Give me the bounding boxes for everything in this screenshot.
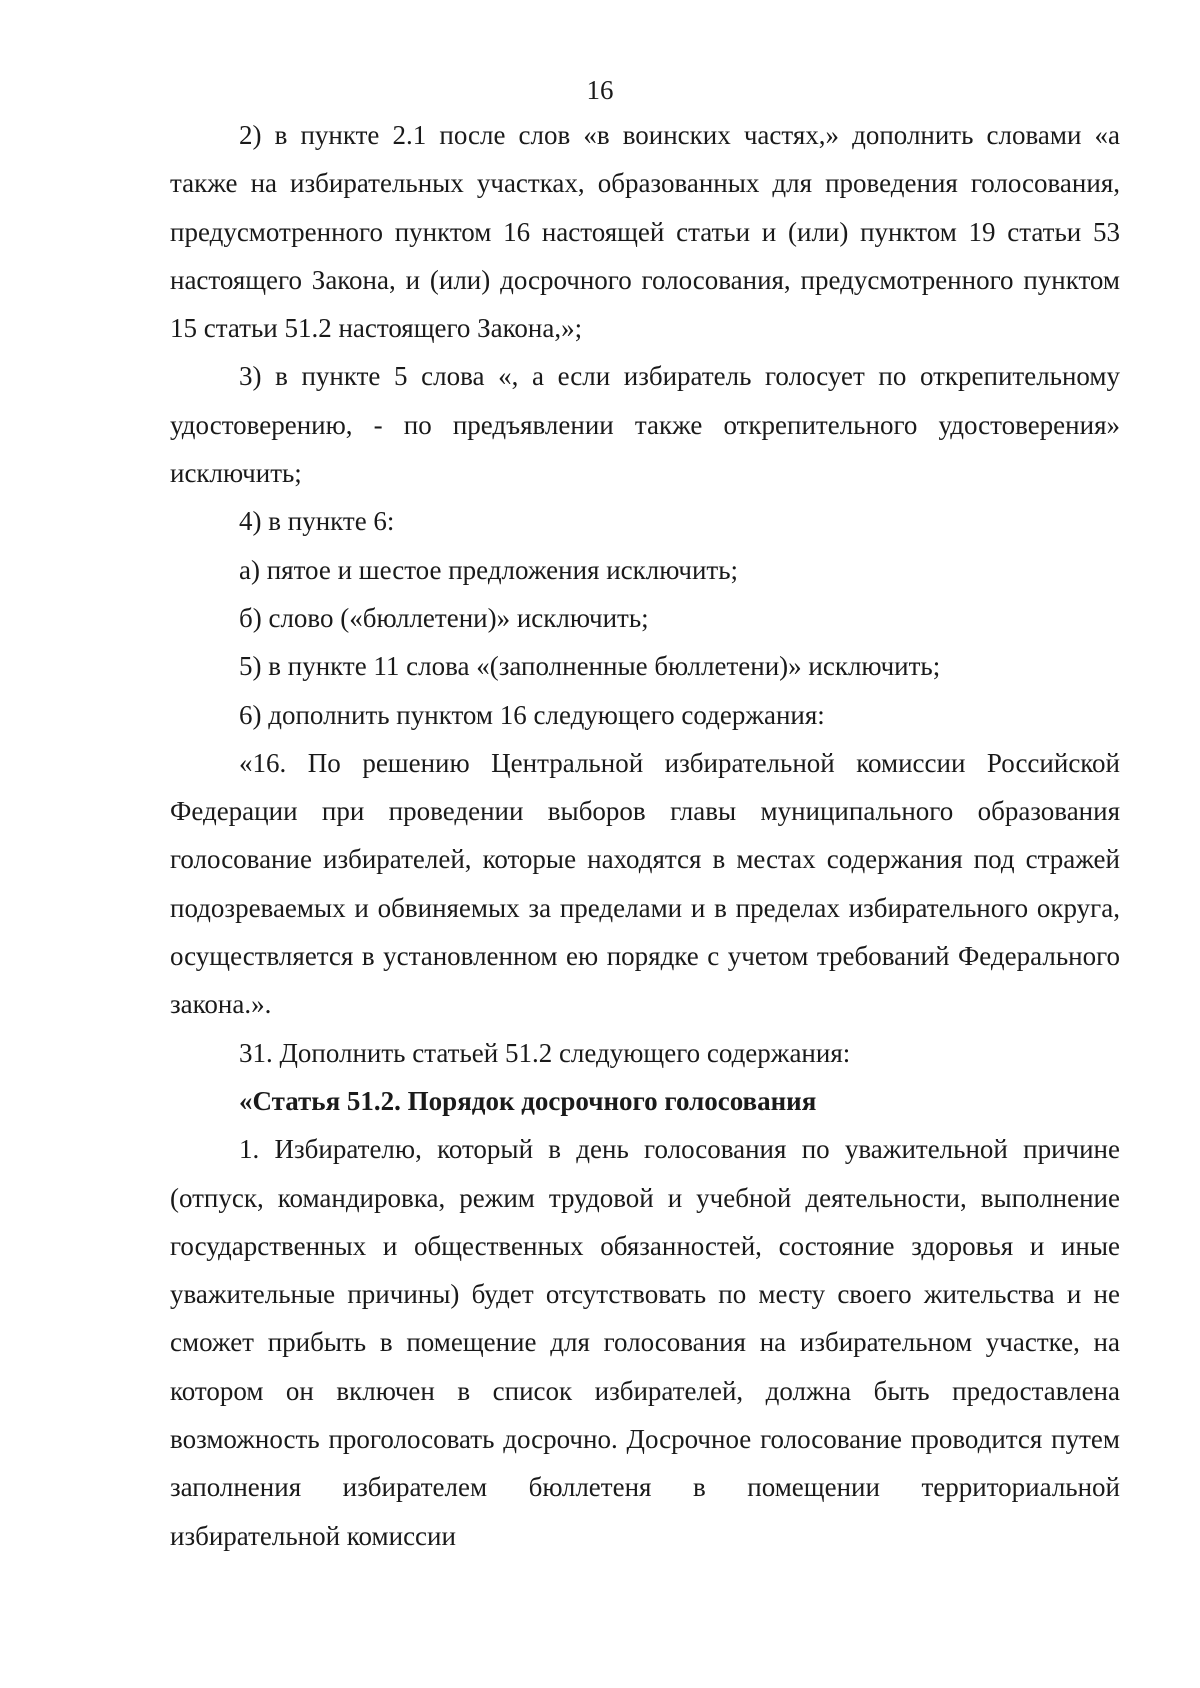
article-paragraph-1: 1. Избирателю, который в день голосования по уважительной причине (отпуск, командировка, режим трудовой и учебной деятельности, выполнение государственных и общественных обязанностей, состояние здоровья и иные уважительные причины) будет отсутствовать по месту своего жительства и не сможет прибыть в помещение для голосования на избирательном участке, на котором он включен в список избирателей, должна быть предоставлена возможность проголосовать досрочно. Досрочное голосование проводится путем заполнения избирателем бюллетеня в помещении территориальной избирательной комиссии	[170, 1134, 1120, 1551]
article-heading: «Статья 51.2. Порядок досрочного голосования	[239, 1085, 817, 1116]
page-number: 16	[586, 75, 614, 105]
paragraph-item-5: 5) в пункте 11 слова «(заполненные бюллетени)» исключить;	[239, 651, 941, 682]
document-body	[170, 111, 1120, 1560]
paragraph-subitem-b: б) слово («бюллетени)» исключить;	[239, 602, 649, 633]
paragraph-subitem-a: а) пятое и шестое предложения исключить;	[239, 554, 739, 585]
paragraph-item-3: 3) в пункте 5 слова «, а если избиратель голосует по открепительному удостоверению, - по предъявлении также открепительного удостоверения» исключить;	[170, 361, 1120, 489]
paragraph-clause-16: «16. По решению Центральной избирательной комиссии Российской Федерации при проведении выборов главы муниципального образования голосование избирателей, которые находятся в местах содержания под стражей подозреваемых и обвиняемых за пределами и в пределах избирательного округа, осуществляется в установленном ею порядке с учетом требований Федерального закона.».	[170, 747, 1120, 1020]
paragraph-section-31: 31. Дополнить статьей 51.2 следующего содержания:	[239, 1037, 851, 1068]
paragraph-item-4: 4) в пункте 6:	[239, 506, 395, 537]
paragraph-item-6: 6) дополнить пунктом 16 следующего содержания:	[239, 699, 825, 730]
paragraph-item-2: 2) в пункте 2.1 после слов «в воинских частях,» дополнить словами «а также на избирательных участках, образованных для проведения голосования, предусмотренного пунктом 16 настоящей статьи и (или) пунктом 19 статьи 53 настоящего Закона, и (или) досрочного голосования, предусмотренного пунктом 15 статьи 51.2 настоящего Закона,»;	[170, 120, 1120, 344]
